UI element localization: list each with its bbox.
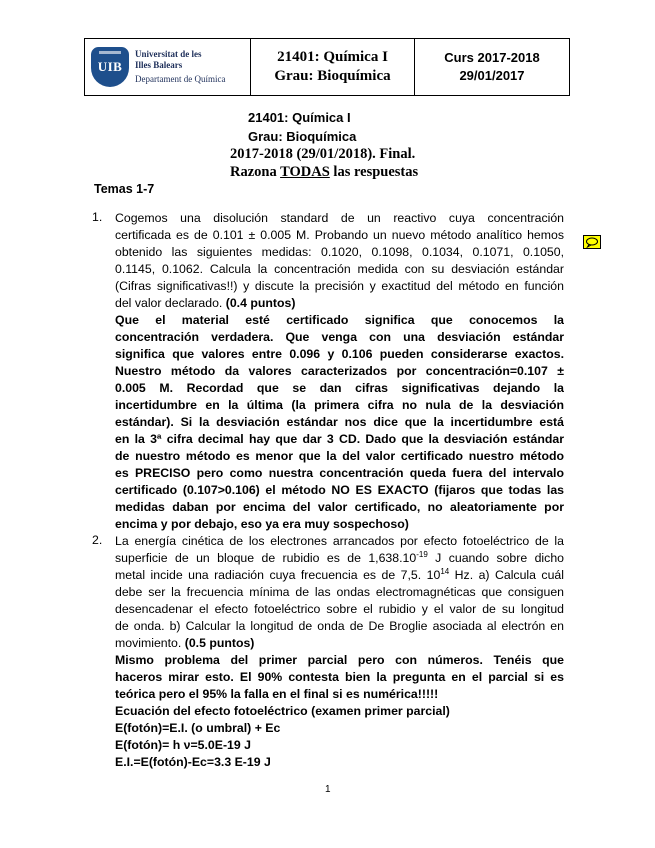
q2-line: de onda. b) Calcular la longitud de onda de De Broglie asociada al electrón en [115, 619, 564, 633]
logo-text [135, 49, 225, 85]
course-code: 21401: Química I [277, 49, 388, 65]
question-number: 1. [92, 210, 103, 224]
q2-answer-line: Ecuación del efecto fotoeléctrico (examen primer parcial) [115, 704, 450, 718]
exam-date: 29/01/2017 [459, 68, 525, 83]
header-table [84, 38, 570, 96]
q2-line: metal incide una radiación cuya frecuencia es de 7,5. $10^{14}$ Hz. a) Calcula cuál [115, 567, 564, 582]
q1-line: del valor declarado. (0.4 puntos) [115, 296, 296, 310]
uib-logo-icon: UIB [91, 47, 129, 87]
title-instruction: Razona TODAS las respuestas [230, 164, 419, 180]
q2-answer-line: E(fotón)= h ν=5.0E-19 J [115, 738, 251, 752]
section-heading: Temas 1-7 [94, 182, 155, 196]
q1-answer-line: incertidumbre en la última (la primera cifra no nula de la desviación [115, 398, 564, 412]
title-course: 21401: Química I [248, 110, 351, 125]
comment-icon[interactable] [583, 235, 601, 249]
q2-answer-line: teórica pero el 95% la falla en el final si es numérica!!!!! [115, 687, 439, 701]
logo-cell [85, 39, 251, 95]
q2-line: movimiento. (0.5 puntos) [115, 636, 255, 650]
q1-answer-line: en la 3ª cifra decimal hay que dar 3 CD. Dado que la desviación estándar [115, 432, 564, 446]
q1-answer-line: Que el material esté certificado significa que conocemos la [115, 313, 564, 327]
university-name: Universitat de les [135, 49, 202, 59]
department-name: Departament de Química [135, 74, 226, 84]
q1-answer-line: estándar). Si la desviación estándar nos dice que la incertidumbre está [115, 415, 564, 429]
q1-answer-line: 0.005 M. Recordad que se dan cifras significativas dejando la [115, 381, 564, 395]
q2-answer-line: E(fotón)=E.I. (o umbral) + Ec [115, 721, 281, 735]
q2-line: superficie de un bloque de rubidio es de $1,638.10^{-19}$ J cuando sobre dicho [115, 550, 564, 565]
q1-points: (0.4 puntos) [225, 296, 296, 310]
q2-line: La energía cinética de los electrones arrancados por efecto fotoeléctrico de la [115, 534, 564, 548]
academic-year: Curs 2017-2018 [444, 50, 540, 65]
q1-line: 0.1145, 0.1062. Calcula la concentración medida con su desviación estándar [115, 262, 564, 276]
q1-line: obtenido las siguientes medidas: 0.1020, 0.1098, 0.1034, 0.1071, 0.1050, [115, 245, 564, 259]
q1-line: certificada es de 0.101 ± 0.005 M. Probando un nuevo método analítico hemos [115, 228, 564, 242]
q1-line: Cogemos una disolución standard de un reactivo cuya concentración [115, 211, 564, 225]
q1-answer-line: de nuestro método es menor que la del valor certificado nuestro método [115, 449, 564, 463]
q1-answer-line: Nuestro método da valores caracterizados por concentración=0.107 ± [115, 364, 564, 378]
q2-line: debe ser la frecuencia mínima de las ondas electromagnéticas que consiguen [115, 585, 564, 599]
q1-answer-line: es PRECISO pero como nuestra concentración queda fuera del intervalo [115, 466, 564, 480]
question-number: 2. [92, 533, 103, 547]
q1-answer-line: certificado (0.107>0.106) el método NO ES EXACTO (fijaros que todas las [115, 483, 564, 497]
university-name-2: Illes Balears [135, 60, 183, 70]
page-number: 1 [325, 784, 331, 795]
q2-line: desencadenar el efecto fotoeléctrico sobre el rubidio y el valor de su longitud [115, 602, 564, 616]
q1-answer-line: medidas daban por encima del valor certificado, no aleatoriamente por [115, 500, 564, 514]
title-degree: Grau: Bioquímica [248, 129, 357, 144]
degree-name: Grau: Bioquímica [274, 68, 391, 84]
q2-answer-line: Mismo problema del primer parcial pero con números. Tenéis que [115, 653, 564, 667]
q2-answer-line: E.I.=E(fotón)-Ec=3.3 E-19 J [115, 755, 271, 769]
q1-answer-line: significa que valores entre 0.096 y 0.106 pueden considerarse exactos. [115, 347, 564, 361]
q2-points: (0.5 puntos) [184, 636, 255, 650]
q1-answer-line: concentración verdadera. Que venga con una desviación estándar [115, 330, 564, 344]
q1-answer-line: encima y por debajo, eso ya era muy sospechoso) [115, 517, 409, 531]
date-cell [415, 39, 569, 95]
q1-line: (Cifras significativas!!) y discute la precisión y exactitud del método en función [115, 279, 564, 293]
title-exam: 2017-2018 (29/01/2018). Final. [230, 146, 416, 162]
q2-answer-line: haceros mirar esto. El 90% contesta bien la pregunta en el parcial si es [115, 670, 564, 684]
course-cell [251, 39, 415, 95]
